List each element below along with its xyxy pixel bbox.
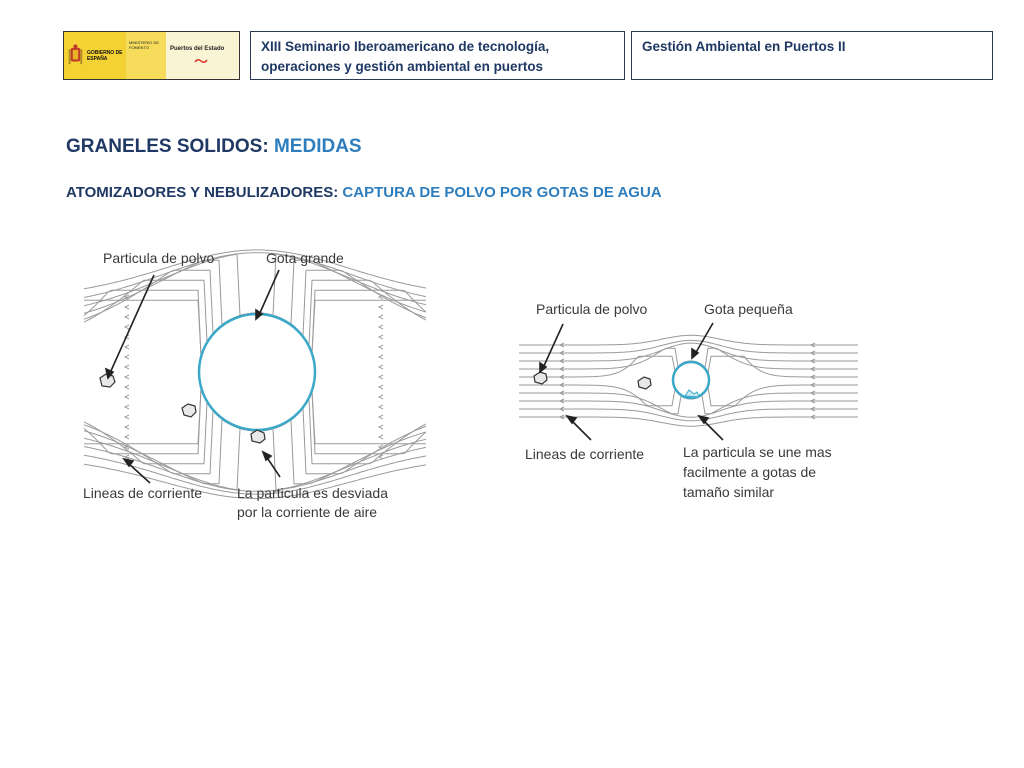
small-drop-diagram bbox=[505, 290, 875, 510]
streamline bbox=[519, 340, 858, 353]
flow-arrow bbox=[125, 305, 129, 309]
dust-particle bbox=[534, 372, 547, 384]
flow-arrow bbox=[379, 325, 383, 329]
header-logo bbox=[63, 31, 240, 80]
flow-arrow bbox=[125, 365, 129, 369]
slide-title bbox=[66, 136, 362, 158]
government-logo bbox=[64, 32, 126, 79]
flow-arrow bbox=[125, 385, 129, 389]
course-title: Gestión Ambiental en Puertos II bbox=[642, 39, 846, 54]
flow-arrow bbox=[379, 305, 383, 309]
flow-arrow bbox=[125, 405, 129, 409]
seminar-title-line2: operaciones y gestión ambiental en puertos bbox=[261, 59, 544, 74]
flow-arrow bbox=[125, 375, 129, 379]
flow-arrow bbox=[125, 395, 129, 399]
government-text: GOBIERNO DE ESPAÑA bbox=[86, 49, 123, 62]
flow-arrow bbox=[379, 385, 383, 389]
dust-particle bbox=[638, 377, 651, 389]
flow-arrow bbox=[379, 435, 383, 439]
flow-arrow bbox=[379, 425, 383, 429]
flow-arrow bbox=[379, 395, 383, 399]
join-label-line1: La particula se une mas bbox=[683, 444, 832, 460]
flow-arrow bbox=[379, 345, 383, 349]
dust-particle bbox=[182, 404, 196, 417]
slide-subtitle bbox=[66, 184, 662, 201]
large-drop-diagram bbox=[70, 235, 440, 530]
flow-arrow bbox=[125, 325, 129, 329]
flow-arrow bbox=[379, 355, 383, 359]
flow-arrow bbox=[379, 335, 383, 339]
ports-logo bbox=[166, 32, 239, 79]
ports-text: Puertos del Estado bbox=[170, 46, 225, 52]
flow-arrow bbox=[125, 345, 129, 349]
ministry-text: MINISTERIO DE FOMENTO bbox=[126, 32, 166, 79]
large-drop bbox=[199, 314, 315, 430]
flow-arrow bbox=[379, 415, 383, 419]
course-title-box bbox=[631, 31, 993, 80]
pointer-arrow bbox=[259, 270, 279, 315]
seminar-title-box bbox=[250, 31, 625, 80]
flow-arrow bbox=[379, 315, 383, 319]
drop-label: Gota grande bbox=[266, 250, 344, 266]
dust-particle bbox=[251, 430, 265, 443]
flow-arrow bbox=[125, 425, 129, 429]
particle-label: Particula de polvo bbox=[536, 301, 648, 317]
pointer-arrow bbox=[571, 420, 591, 440]
flow-arrow bbox=[379, 405, 383, 409]
streamline bbox=[519, 343, 858, 361]
coat-of-arms-icon bbox=[68, 38, 83, 74]
arrowhead bbox=[124, 459, 133, 466]
deflection-label-line1: La particula es desviada bbox=[237, 485, 388, 501]
drop-label: Gota pequeña bbox=[704, 301, 793, 317]
seminar-title-line1: XIII Seminario Iberoamericano de tecnología, bbox=[261, 39, 550, 54]
flow-arrow bbox=[379, 375, 383, 379]
swirl-icon bbox=[194, 58, 208, 64]
flow-arrow bbox=[125, 355, 129, 359]
pointer-arrow bbox=[695, 323, 713, 354]
flow-arrow bbox=[125, 415, 129, 419]
join-label-line2: facilmente a gotas de bbox=[683, 464, 817, 480]
flow-arrow bbox=[379, 365, 383, 369]
pointer-arrow bbox=[128, 463, 150, 483]
particle-label: Particula de polvo bbox=[103, 250, 215, 266]
flow-arrow bbox=[125, 435, 129, 439]
arrowhead bbox=[699, 416, 708, 423]
title-accent: MEDIDAS bbox=[273, 136, 362, 157]
deflection-label-line2: por la corriente de aire bbox=[237, 504, 378, 520]
streamlines-label: Lineas de corriente bbox=[83, 485, 203, 501]
join-label-line3: tamaño similar bbox=[683, 484, 775, 500]
subtitle-accent: CAPTURA DE POLVO POR GOTAS DE AGUA bbox=[342, 184, 662, 201]
title-main: GRANELES SOLIDOS: bbox=[66, 136, 269, 157]
subtitle-main: ATOMIZADORES Y NEBULIZADORES: bbox=[66, 184, 339, 201]
arrowhead bbox=[567, 416, 576, 423]
arrowhead bbox=[263, 452, 271, 460]
flow-arrow bbox=[125, 315, 129, 319]
streamlines-label: Lineas de corriente bbox=[525, 446, 645, 462]
